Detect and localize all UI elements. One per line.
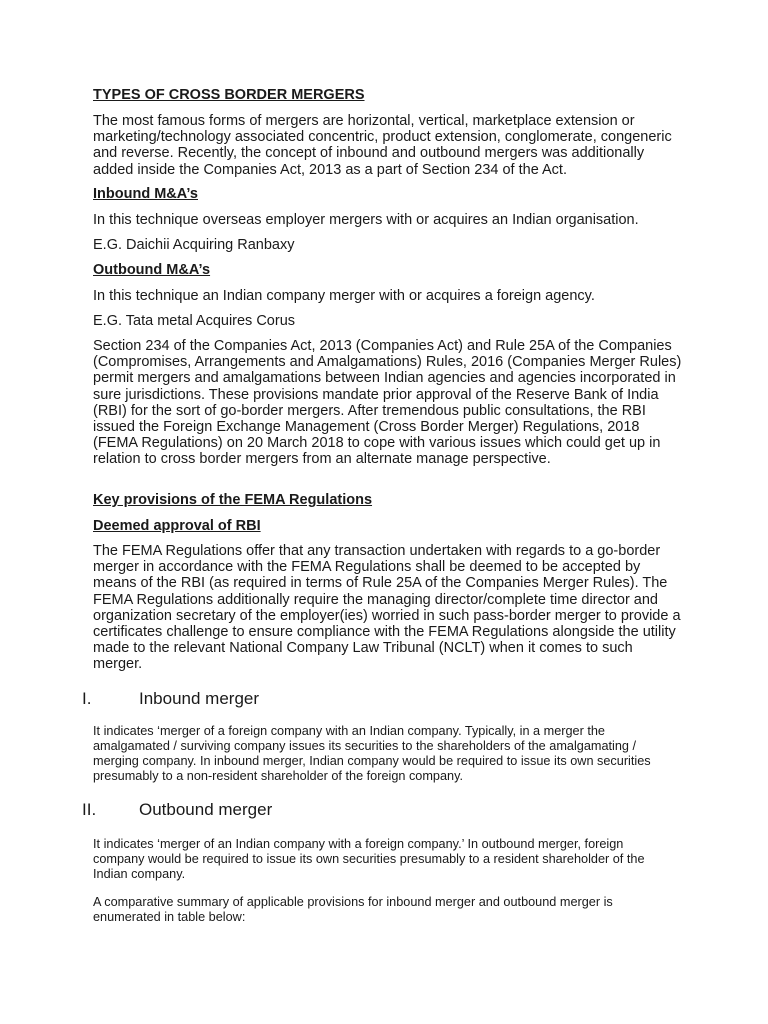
outbound-ma-example: E.G. Tata metal Acquires Corus (93, 313, 296, 329)
page-title: TYPES OF CROSS BORDER MERGERS (93, 87, 365, 103)
inbound-ma-example: E.G. Daichii Acquiring Ranbaxy (93, 237, 295, 253)
outbound-merger-text: It indicates ‘merger of an Indian company with a foreign company.’ In outbound merger, foreign company would be required to issue its own securities presumably to a resident shareholder of the Indian company. (93, 837, 645, 881)
outbound-ma-heading: Outbound M&A’s (93, 262, 211, 278)
outbound-merger-section-heading (82, 799, 682, 821)
section-title: Outbound merger (139, 800, 273, 819)
inbound-ma-heading: Inbound M&A’s (93, 186, 198, 202)
deemed-approval-text: The FEMA Regulations offer that any transaction undertaken with regards to a go-border merger in accordance with the FEMA Regulations shall be deemed to be accepted by means of the RBI (as required in terms of Rule 25A of the Companies Merger Rules). The FEMA Regulations additionally require the managing director/complete time director and organization secretary of the employer(ies) worried in such pass-border merger to provide a certificates challenge to ensure compliance with the FEMA Regulations alongside the utility made to the relevant National Company Law Tribunal (NCLT) when it comes to such merger. (93, 543, 681, 673)
summary-text: A comparative summary of applicable provisions for inbound merger and outbound merger is enumerated in table below: (93, 895, 613, 924)
section-title: Inbound merger (139, 689, 260, 708)
inbound-ma-text: In this technique overseas employer mergers with or acquires an Indian organisation. (93, 212, 639, 228)
outbound-ma-text: In this technique an Indian company merger with or acquires a foreign agency. (93, 288, 595, 304)
inbound-merger-text: It indicates ‘merger of a foreign company with an Indian company. Typically, in a merger the amalgamated / surviving company issues its securities to the shareholders of the amalgamating / merging company. In inbound merger, Indian company would be required to issue its own securities presumably to a non-resident shareholder of the foreign company. (93, 724, 651, 783)
section-234-paragraph: Section 234 of the Companies Act, 2013 (Companies Act) and Rule 25A of the Companies (Compromises, Arrangements and Amalgamations) Rules, 2016 (Companies Merger Rules) permit mergers and amalgamations between Indian agencies and agencies incorporated in sure jurisdictions. These provisions mandate prior approval of the Reserve Bank of India (RBI) for the sort of go-border mergers. After tremendous public consultations, the RBI issued the Foreign Exchange Management (Cross Border Merger) Regulations, 2018 (FEMA Regulations) on 20 March 2018 to cope with various issues which could get up in relation to cross border mergers from an alternate manage perspective. (93, 338, 682, 468)
inbound-merger-section-heading (82, 688, 682, 710)
section-number: II. (82, 800, 97, 819)
section-number: I. (82, 689, 92, 708)
key-provisions-heading: Key provisions of the FEMA Regulations (93, 492, 373, 508)
intro-paragraph: The most famous forms of mergers are horizontal, vertical, marketplace extension or marketing/technology associated concentric, product extension, conglomerate, congeneric and reverse. Recently, the concept of inbound and outbound mergers was additionally added inside the Companies Act, 2013 as a part of Section 234 of the Act. (93, 113, 672, 178)
deemed-approval-heading: Deemed approval of RBI (93, 518, 261, 534)
